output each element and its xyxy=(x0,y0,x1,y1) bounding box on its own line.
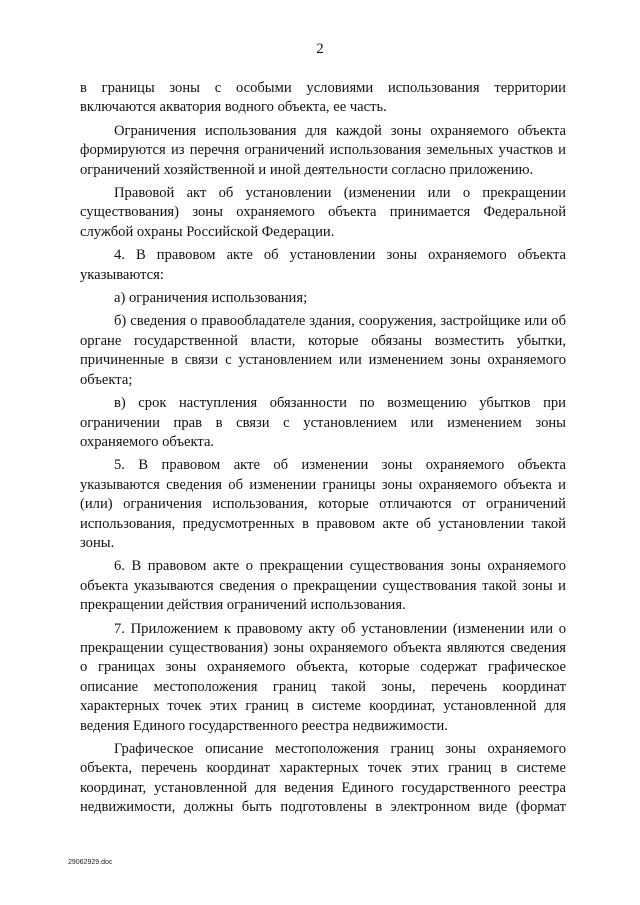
paragraph-continuation: в границы зоны с особыми условиями использования территории включаются акватория водного объекта, ее часть. xyxy=(80,80,566,116)
paragraph-item-4c: в) срок наступления обязанности по возмещению убытков при ограничении прав в связи с установлением или изменением зоны охраняемого объекта. xyxy=(80,395,566,450)
paragraph-graphic-description: Графическое описание местоположения границ зоны охраняемого объекта, перечень координат характерных точек этих границ в системе координат, установленной для ведения Единого государственного реестра недвижимости, должны быть подготовлены в электронном виде (формат xyxy=(80,741,566,816)
paragraph-item-4b: б) сведения о правообладателе здания, сооружения, застройщике или об органе государственной власти, которые обязаны возместить убытки, причиненные в связи с установлением или изменением зоны охраняемого объекта; xyxy=(80,313,566,388)
page-number: 2 xyxy=(316,41,324,57)
paragraph-item-4a: а) ограничения использования; xyxy=(114,290,308,307)
paragraph-item-7: 7. Приложением к правовому акту об установлении (изменении или о прекращении существования) зоны охраняемого объекта являются сведения о границах зоны охраняемого объекта, которые содержат графическое описание местоположения границ такой зоны, перечень координат характерных точек этих границ в системе координат, установленной для ведения Единого государственного реестра недвижимости. xyxy=(80,620,566,734)
paragraph-item-4: 4. В правовом акте об установлении зоны охраняемого объекта указываются: xyxy=(80,247,566,283)
paragraph-item-6: 6. В правовом акте о прекращении существования зоны охраняемого объекта указываются сведения о прекращении существования такой зоны и прекращении действия ограничений использования. xyxy=(80,558,566,614)
document-filename: 29062929.doc xyxy=(68,859,113,866)
paragraph-item-5: 5. В правовом акте об изменении зоны охраняемого объекта указываются сведения об изменении границы зоны охраняемого объекта и (или) ограничения использования, которые отличаются от ограничений использования, предусмотренных в правовом акте об установлении такой зоны. xyxy=(80,457,566,551)
document-body xyxy=(80,79,566,822)
paragraph-restrictions-formation: Ограничения использования для каждой зоны охраняемого объекта формируются из перечня ограничений использования земельных участков и ограничений хозяйственной и иной деятельности согласно приложению. xyxy=(80,122,566,178)
paragraph-legal-act-authority: Правовой акт об установлении (изменении или о прекращении существования) зоны охраняемого объекта принимается Федеральной службой охраны Российской Федерации. xyxy=(80,185,566,240)
